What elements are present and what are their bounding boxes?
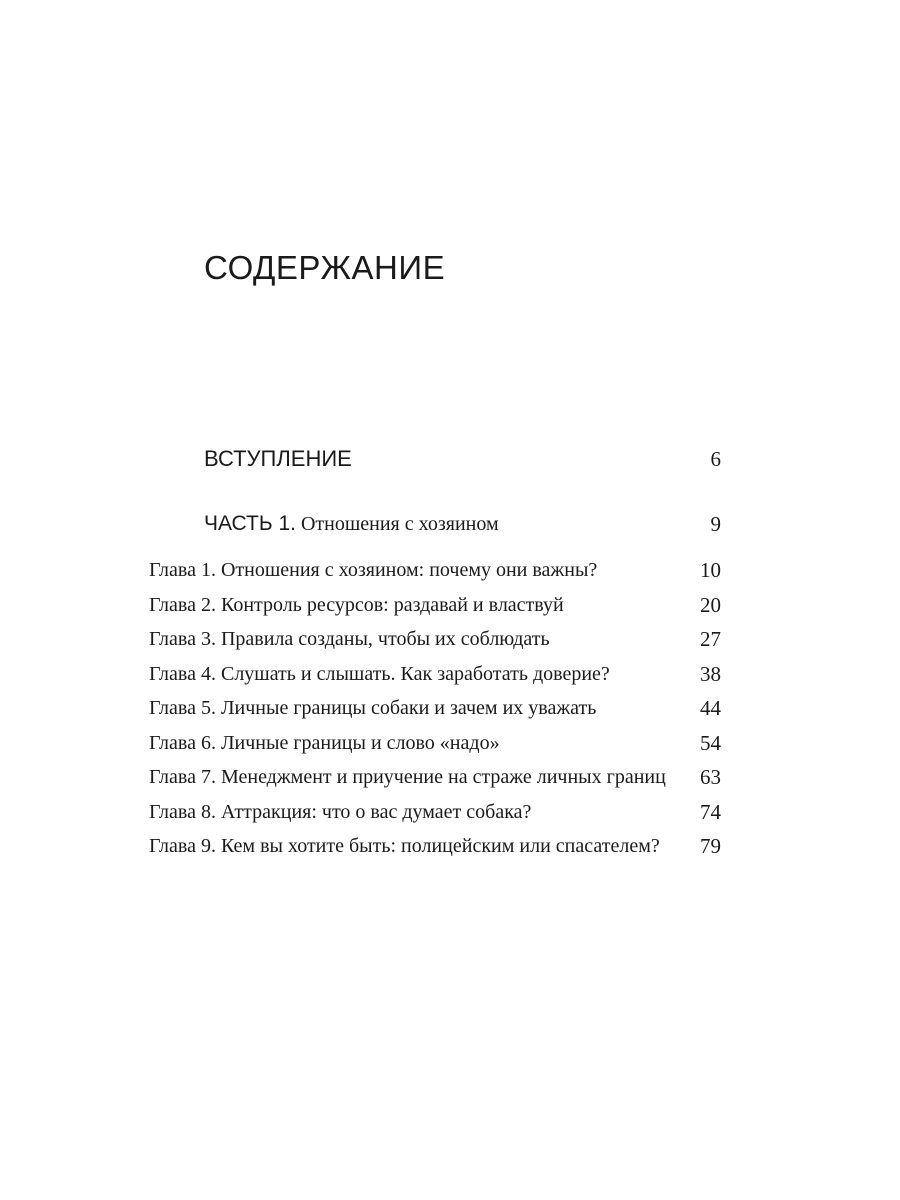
chapter-title: Глава 2. Контроль ресурсов: раздавай и властвуй [149, 593, 564, 616]
toc-page-number: 27 [700, 627, 721, 651]
toc-part-label [204, 509, 499, 541]
toc-entry-label: ВСТУПЛЕНИЕ [204, 446, 352, 471]
toc-entry-intro [204, 444, 721, 474]
toc-page-number: 79 [700, 834, 721, 858]
toc-entry-chapter-7 [149, 762, 721, 793]
toc-page-number: 6 [710, 447, 721, 471]
toc-entry-part-1 [204, 509, 721, 539]
toc-entry-chapter-8 [149, 797, 721, 828]
toc-page-number: 9 [710, 512, 721, 536]
toc-page-number: 63 [700, 765, 721, 789]
chapter-title: Глава 4. Слушать и слышать. Как заработать доверие? [149, 662, 610, 685]
toc-page-number: 44 [700, 696, 721, 720]
toc-page-number: 20 [700, 592, 721, 617]
toc-page-number: 74 [700, 799, 721, 824]
page-title: СОДЕРЖАНИЕ [204, 249, 446, 286]
toc-entry-chapter-3 [149, 624, 721, 655]
toc-page-number: 10 [700, 558, 721, 582]
chapter-title: Глава 1. Отношения с хозяином: почему они важны? [149, 559, 598, 581]
toc-entry-chapter-6 [149, 728, 721, 759]
chapter-title: Глава 7. Менеджмент и приучение на страже личных границ [149, 766, 666, 788]
toc-page-number: 54 [700, 730, 721, 755]
chapter-title: Глава 6. Личные границы и слово «надо» [149, 731, 500, 754]
toc-entry-chapter-9 [149, 831, 721, 862]
chapter-title: Глава 8. Аттракция: что о вас думает собака? [149, 800, 532, 823]
toc-entry-chapter-5 [149, 693, 721, 724]
toc-entry-chapter-4 [149, 659, 721, 690]
chapter-list [149, 555, 721, 866]
toc-page-number: 38 [700, 661, 721, 686]
toc-entry-chapter-1 [149, 555, 721, 586]
part-title: Отношения с хозяином [300, 513, 499, 535]
part-number: ЧАСТЬ 1. [204, 512, 296, 535]
chapter-title: Глава 3. Правила созданы, чтобы их соблюдать [149, 628, 550, 650]
chapter-title: Глава 9. Кем вы хотите быть: полицейским или спасателем? [149, 835, 660, 857]
chapter-title: Глава 5. Личные границы собаки и зачем их уважать [149, 697, 597, 719]
toc-entry-chapter-2 [149, 590, 721, 621]
